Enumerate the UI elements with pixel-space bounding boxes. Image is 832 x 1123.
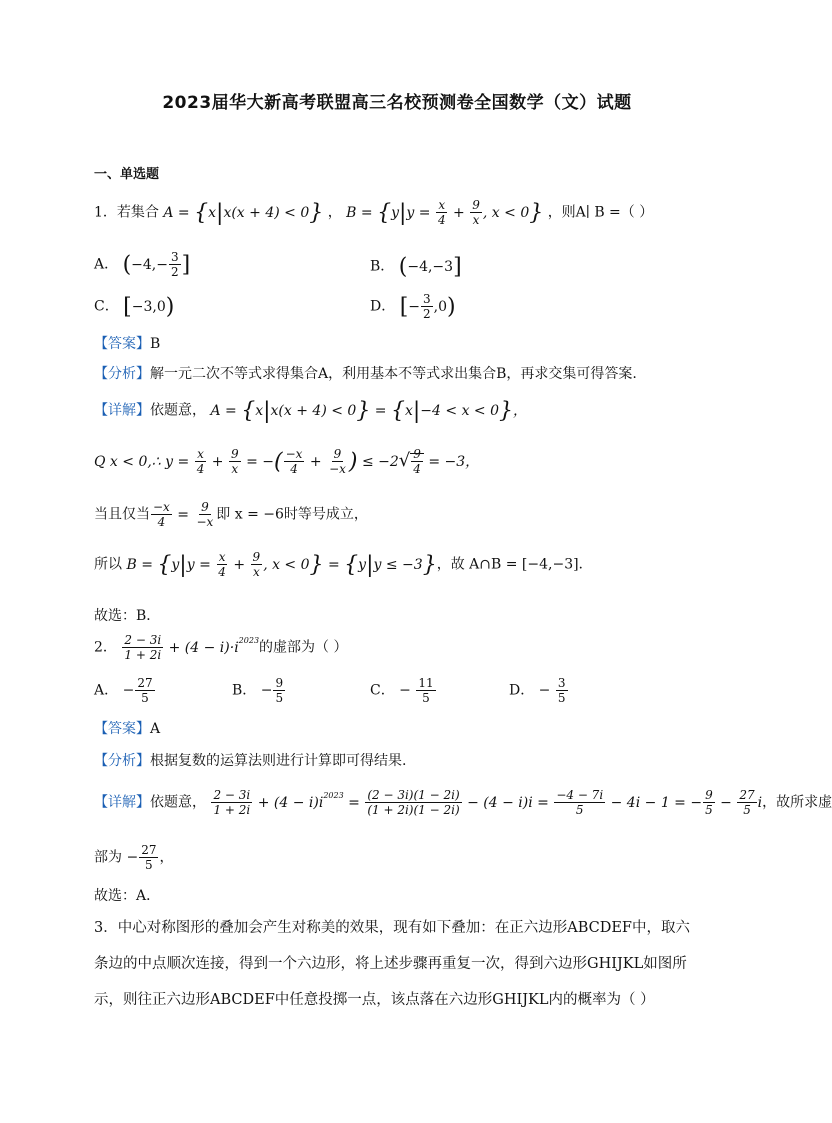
q1-option-a-value: (−4,− $\frac{3}{2}$ ] — [122, 250, 191, 279]
q2-option-a: A． − $\frac{27}{5}$ — [94, 676, 153, 705]
q2-option-c: C． − $\frac{11}{5}$ — [370, 676, 434, 705]
q2-expression: $\frac{2 - 3i}{1 + 2i}$ + $(4 - i)\cdot i^{2023}$ — [124, 633, 260, 662]
q1-stem-mid: ， — [327, 204, 342, 221]
section-label: 一、单选题 — [94, 167, 160, 182]
detail-tag: 【详解】 — [94, 402, 150, 419]
q3-stem: 3．中心对称图形的叠加会产生对称美的效果，现有如下叠加：在正六边形ABCDEF中，取六条边的中点顺次连接，得到一个六边形，将上述步骤再重复一次，得到六边形GHIJKL如图所示，则往正六边形ABCDEF中任意投掷一点，该点落在六边形GHIJKL内的概率为（ ） — [94, 920, 690, 1008]
q1-detail-4: 所以 B = {y|y = $\frac{x}{4}$ + $\frac{9}{x}$ , x < 0} = {y|y ≤ −3}，故 A∩B = [−4,−3]. — [94, 550, 584, 579]
q1-option-c: C． [−3,0) — [94, 294, 175, 319]
q2-option-d: D． − $\frac{3}{5}$ — [509, 676, 566, 705]
q2-analysis: 【分析】根据复数的运算法则进行计算即可得结果. — [94, 753, 407, 769]
q1-set-a: A = {x|x(x + 4) < 0} — [163, 200, 324, 225]
q2-choose: 故选：A． — [94, 888, 161, 904]
q2-stem: 2． $\frac{2 - 3i}{1 + 2i}$ + $(4 - i)\cdot i^{2023}$的虚部为（ ） — [94, 633, 348, 662]
q2-detail-1: 【详解】依题意， $\frac{2 - 3i}{1 + 2i}$ + $(4 - i)i^{2023}$ = $\frac{(2 - 3i)(1 - 2i)}{(1 + 2i)(1 - 2i)}$ − (4 − i)i = $\frac{-4 - 7i}{5}$ − 4i − 1 = − $\frac{9}{5}$ − $\frac{27}{5}$ i，故所求虚 — [94, 788, 832, 817]
q1-option-c-value: [−3,0) — [123, 294, 175, 319]
q1-option-b-value: (−4,−3] — [398, 254, 462, 279]
q1-stem-end: ，则A∣ B =（ ） — [547, 204, 654, 221]
answer-tag: 【答案】 — [94, 336, 150, 352]
q1-option-a: A． (−4,− $\frac{3}{2}$ ] — [94, 250, 191, 279]
q1-detail-1-math: A = {x|x(x + 4) < 0} = {x|−4 < x < 0}， — [210, 398, 527, 423]
q1-answer: 【答案】B — [94, 336, 161, 352]
q2-detail-2: 部为 − $\frac{27}{5}$ ， — [94, 843, 174, 872]
q2-option-b: B． − $\frac{9}{5}$ — [232, 676, 284, 705]
analysis-tag: 【分析】 — [94, 366, 150, 382]
q1-number: 1．若集合 — [94, 204, 159, 221]
q1-set-b: B = {y|y = $\frac{x}{4}$ + $\frac{9}{x}$ , x < 0} — [346, 198, 544, 227]
q1-analysis: 【分析】解一元二次不等式求得集合A，利用基本不等式求出集合B，再求交集可得答案. — [94, 366, 637, 382]
q1-detail-3: 当且仅当 $\frac{-x}{4}$ = $\frac{9}{-x}$ 即 x = −6时等号成立， — [94, 500, 368, 529]
q1-option-b: B． (−4,−3] — [370, 254, 462, 279]
q2-answer: 【答案】A — [94, 721, 161, 737]
q1-option-d: D． [− $\frac{3}{2}$ ,0) — [370, 292, 456, 321]
q1-detail-1: 【详解】依题意， A = {x|x(x + 4) < 0} = {x|−4 < x < 0}， — [94, 398, 527, 423]
q1-detail-2-math: Q x < 0,∴ y = $\frac{x}{4}$ + $\frac{9}{x}$ = −( $\frac{-x}{4}$ + $\frac{9}{-x}$ ) ≤ −2√ $\frac{9}{4}$ = −3， — [94, 447, 480, 476]
q1-stem — [94, 198, 653, 227]
page-title: 2023届华大新高考联盟高三名校预测卷全国数学（文）试题 — [162, 93, 632, 113]
q1-choose: 故选：B． — [94, 608, 161, 624]
q1-detail-2 — [94, 447, 479, 476]
q1-option-d-value: [− $\frac{3}{2}$ ,0) — [399, 292, 456, 321]
